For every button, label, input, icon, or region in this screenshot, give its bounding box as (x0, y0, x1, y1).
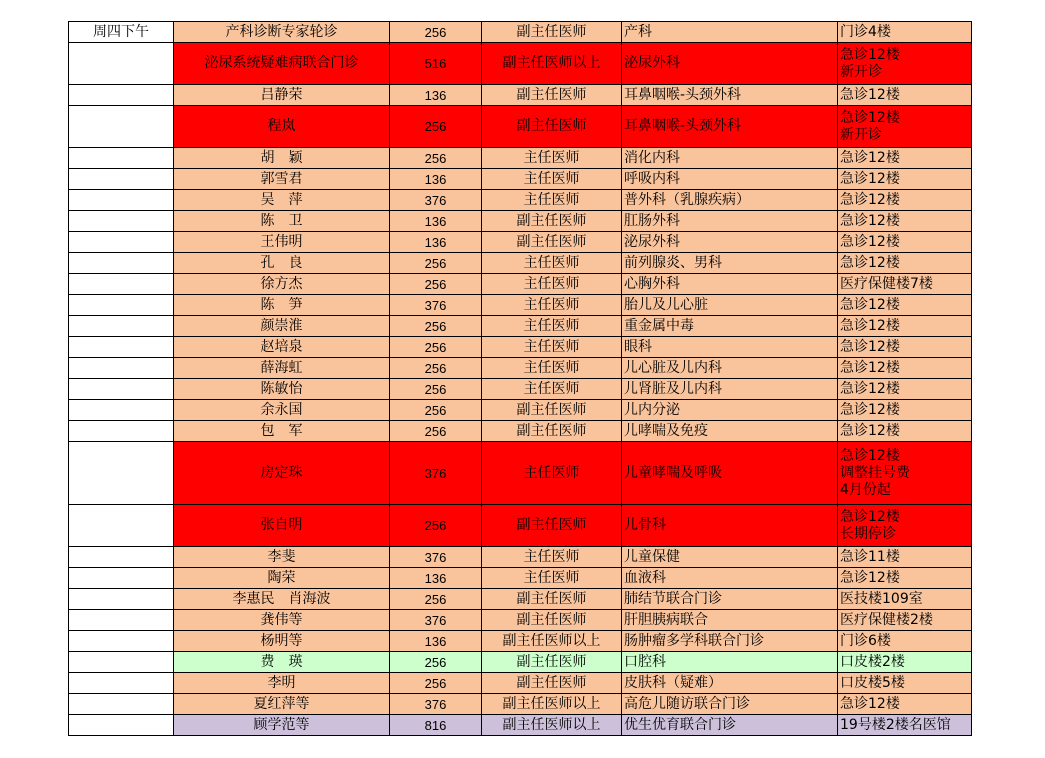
doctor-name-cell: 陈敏怡 (174, 379, 390, 400)
department-cell: 肠肿瘤多学科联合门诊 (622, 631, 838, 652)
location-line: 门诊4楼 (840, 23, 891, 40)
table-row (69, 211, 972, 232)
table-row (69, 715, 972, 736)
department-cell: 儿肾脏及儿内科 (622, 379, 838, 400)
day-cell (69, 358, 174, 379)
title-cell: 副主任医师 (482, 85, 622, 106)
location-cell (838, 568, 972, 589)
fee-cell: 376 (390, 610, 482, 631)
doctor-name-cell: 包 军 (174, 421, 390, 442)
table-row (69, 589, 972, 610)
day-cell (69, 337, 174, 358)
location-line: 急诊12楼 (840, 212, 900, 229)
table-row (69, 190, 972, 211)
title-cell: 副主任医师 (482, 421, 622, 442)
location-line: 调整挂号费 (840, 464, 910, 481)
title-cell: 主任医师 (482, 547, 622, 568)
fee-cell: 376 (390, 295, 482, 316)
fee-cell: 376 (390, 442, 482, 505)
table-row (69, 421, 972, 442)
fee-cell: 136 (390, 85, 482, 106)
fee-cell: 376 (390, 547, 482, 568)
table-row (69, 148, 972, 169)
location-cell (838, 421, 972, 442)
table-row (69, 106, 972, 148)
fee-cell: 816 (390, 715, 482, 736)
fee-cell: 136 (390, 631, 482, 652)
department-cell: 高危儿随访联合门诊 (622, 694, 838, 715)
department-cell: 肝胆胰病联合 (622, 610, 838, 631)
title-cell: 副主任医师以上 (482, 715, 622, 736)
location-line: 急诊12楼 (840, 508, 900, 525)
day-cell (69, 148, 174, 169)
fee-cell: 256 (390, 22, 482, 43)
title-cell: 主任医师 (482, 442, 622, 505)
day-cell (69, 421, 174, 442)
location-cell (838, 253, 972, 274)
location-line: 急诊12楼 (840, 359, 900, 376)
location-line: 口皮楼2楼 (840, 653, 905, 670)
department-cell: 肛肠外科 (622, 211, 838, 232)
location-cell (838, 715, 972, 736)
location-cell (838, 400, 972, 421)
day-cell (69, 715, 174, 736)
location-line: 医疗保健楼7楼 (840, 275, 933, 292)
location-line: 急诊12楼 (840, 317, 900, 334)
day-cell (69, 652, 174, 673)
department-cell: 胎儿及儿心脏 (622, 295, 838, 316)
doctor-name-cell: 李惠民 肖海波 (174, 589, 390, 610)
doctor-name-cell: 郭雪君 (174, 169, 390, 190)
department-cell: 儿童哮喘及呼吸 (622, 442, 838, 505)
location-cell (838, 43, 972, 85)
title-cell: 副主任医师 (482, 610, 622, 631)
table-row (69, 652, 972, 673)
doctor-name-cell: 吴 萍 (174, 190, 390, 211)
doctor-name-cell: 陈 笋 (174, 295, 390, 316)
doctor-name-cell: 陶荣 (174, 568, 390, 589)
department-cell: 耳鼻咽喉-头颈外科 (622, 106, 838, 148)
department-cell: 口腔科 (622, 652, 838, 673)
table-row (69, 568, 972, 589)
department-cell: 泌尿外科 (622, 43, 838, 85)
department-cell: 皮肤科（疑难） (622, 673, 838, 694)
doctor-name-cell: 夏红萍等 (174, 694, 390, 715)
day-cell (69, 547, 174, 568)
location-line: 急诊12楼 (840, 569, 900, 586)
location-cell (838, 442, 972, 505)
title-cell: 副主任医师以上 (482, 631, 622, 652)
department-cell: 肺结节联合门诊 (622, 589, 838, 610)
department-cell: 耳鼻咽喉-头颈外科 (622, 85, 838, 106)
fee-cell: 256 (390, 253, 482, 274)
department-cell: 儿心脏及儿内科 (622, 358, 838, 379)
location-line: 急诊12楼 (840, 170, 900, 187)
day-cell (69, 589, 174, 610)
location-line: 4月份起 (840, 481, 891, 498)
department-cell: 儿哮喘及免疫 (622, 421, 838, 442)
location-line: 医疗保健楼2楼 (840, 611, 933, 628)
title-cell: 副主任医师 (482, 652, 622, 673)
table-row (69, 694, 972, 715)
day-cell (69, 85, 174, 106)
day-cell (69, 169, 174, 190)
day-cell (69, 106, 174, 148)
location-cell (838, 85, 972, 106)
location-cell (838, 505, 972, 547)
doctor-name-cell: 余永国 (174, 400, 390, 421)
department-cell: 血液科 (622, 568, 838, 589)
fee-cell: 256 (390, 358, 482, 379)
doctor-name-cell: 孔 良 (174, 253, 390, 274)
table-row (69, 358, 972, 379)
title-cell: 主任医师 (482, 274, 622, 295)
doctor-name-cell: 费 瑛 (174, 652, 390, 673)
day-cell (69, 190, 174, 211)
doctor-name-cell: 龚伟等 (174, 610, 390, 631)
fee-cell: 256 (390, 316, 482, 337)
doctor-name-cell: 胡 颖 (174, 148, 390, 169)
department-cell: 消化内科 (622, 148, 838, 169)
department-cell: 眼科 (622, 337, 838, 358)
location-line: 急诊12楼 (840, 233, 900, 250)
doctor-name-cell: 产科诊断专家轮诊 (174, 22, 390, 43)
doctor-name-cell: 徐方杰 (174, 274, 390, 295)
table-row (69, 232, 972, 253)
title-cell: 主任医师 (482, 337, 622, 358)
doctor-name-cell: 房定珠 (174, 442, 390, 505)
location-cell (838, 379, 972, 400)
location-line: 急诊12楼 (840, 338, 900, 355)
title-cell: 主任医师 (482, 148, 622, 169)
department-cell: 优生优育联合门诊 (622, 715, 838, 736)
location-line: 医技楼109室 (840, 590, 923, 607)
location-cell (838, 190, 972, 211)
title-cell: 主任医师 (482, 190, 622, 211)
fee-cell: 136 (390, 211, 482, 232)
day-cell (69, 505, 174, 547)
location-line: 急诊12楼 (840, 422, 900, 439)
doctor-name-cell: 颜崇淮 (174, 316, 390, 337)
location-line: 急诊12楼 (840, 695, 900, 712)
table-row (69, 22, 972, 43)
doctor-name-cell: 程岚 (174, 106, 390, 148)
location-cell (838, 169, 972, 190)
table-row (69, 631, 972, 652)
department-cell: 心胸外科 (622, 274, 838, 295)
table-row (69, 274, 972, 295)
location-cell (838, 148, 972, 169)
clinic-schedule-table (68, 21, 972, 736)
location-line: 急诊12楼 (840, 86, 900, 103)
location-line: 新开诊 (840, 63, 882, 80)
location-line: 19号楼2楼名医馆 (840, 716, 951, 733)
title-cell: 主任医师 (482, 379, 622, 400)
schedule-body (69, 22, 972, 736)
fee-cell: 136 (390, 169, 482, 190)
day-cell (69, 442, 174, 505)
table-row (69, 169, 972, 190)
location-line: 急诊12楼 (840, 109, 900, 126)
department-cell: 呼吸内科 (622, 169, 838, 190)
doctor-name-cell: 吕静荣 (174, 85, 390, 106)
day-cell (69, 568, 174, 589)
doctor-name-cell: 泌尿系统疑难病联合门诊 (174, 43, 390, 85)
title-cell: 主任医师 (482, 358, 622, 379)
location-line: 急诊11楼 (840, 548, 900, 565)
location-cell (838, 694, 972, 715)
day-cell (69, 274, 174, 295)
table-row (69, 673, 972, 694)
day-cell (69, 400, 174, 421)
fee-cell: 376 (390, 694, 482, 715)
department-cell: 儿骨科 (622, 505, 838, 547)
doctor-name-cell: 王伟明 (174, 232, 390, 253)
day-cell (69, 379, 174, 400)
day-cell (69, 211, 174, 232)
location-line: 新开诊 (840, 126, 882, 143)
location-cell (838, 610, 972, 631)
fee-cell: 256 (390, 379, 482, 400)
fee-cell: 376 (390, 190, 482, 211)
day-cell (69, 316, 174, 337)
table-row (69, 337, 972, 358)
doctor-name-cell: 薛海虹 (174, 358, 390, 379)
fee-cell: 256 (390, 505, 482, 547)
location-cell (838, 337, 972, 358)
fee-cell: 136 (390, 568, 482, 589)
location-line: 急诊12楼 (840, 401, 900, 418)
location-cell (838, 631, 972, 652)
day-cell (69, 295, 174, 316)
day-cell (69, 232, 174, 253)
day-cell (69, 253, 174, 274)
department-cell: 儿童保健 (622, 547, 838, 568)
location-line: 口皮楼5楼 (840, 674, 905, 691)
title-cell: 副主任医师以上 (482, 694, 622, 715)
day-cell (69, 610, 174, 631)
fee-cell: 136 (390, 232, 482, 253)
location-cell (838, 274, 972, 295)
fee-cell: 516 (390, 43, 482, 85)
location-line: 长期停诊 (840, 525, 896, 542)
doctor-name-cell: 陈 卫 (174, 211, 390, 232)
day-cell (69, 631, 174, 652)
table-row (69, 400, 972, 421)
doctor-name-cell: 顾学范等 (174, 715, 390, 736)
department-cell: 普外科（乳腺疾病） (622, 190, 838, 211)
title-cell: 副主任医师 (482, 22, 622, 43)
title-cell: 主任医师 (482, 253, 622, 274)
day-cell (69, 43, 174, 85)
table-row (69, 379, 972, 400)
location-line: 急诊12楼 (840, 46, 900, 63)
title-cell: 副主任医师 (482, 589, 622, 610)
location-line: 急诊12楼 (840, 296, 900, 313)
location-cell (838, 673, 972, 694)
fee-cell: 256 (390, 673, 482, 694)
department-cell: 重金属中毒 (622, 316, 838, 337)
location-cell (838, 106, 972, 148)
table-row (69, 316, 972, 337)
title-cell: 副主任医师 (482, 400, 622, 421)
department-cell: 产科 (622, 22, 838, 43)
location-cell (838, 211, 972, 232)
fee-cell: 256 (390, 148, 482, 169)
table-row (69, 442, 972, 505)
doctor-name-cell: 李斐 (174, 547, 390, 568)
fee-cell: 256 (390, 106, 482, 148)
title-cell: 副主任医师 (482, 232, 622, 253)
doctor-name-cell: 张自明 (174, 505, 390, 547)
location-line: 急诊12楼 (840, 447, 900, 464)
table-row (69, 43, 972, 85)
title-cell: 副主任医师 (482, 211, 622, 232)
location-line: 门诊6楼 (840, 632, 891, 649)
table-row (69, 547, 972, 568)
title-cell: 副主任医师 (482, 673, 622, 694)
location-line: 急诊12楼 (840, 149, 900, 166)
location-cell (838, 358, 972, 379)
title-cell: 副主任医师 (482, 505, 622, 547)
title-cell: 主任医师 (482, 169, 622, 190)
location-cell (838, 22, 972, 43)
location-cell (838, 316, 972, 337)
day-cell (69, 673, 174, 694)
table-row (69, 253, 972, 274)
location-cell (838, 232, 972, 253)
department-cell: 前列腺炎、男科 (622, 253, 838, 274)
doctor-name-cell: 赵培泉 (174, 337, 390, 358)
location-line: 急诊12楼 (840, 254, 900, 271)
fee-cell: 256 (390, 274, 482, 295)
doctor-name-cell: 李明 (174, 673, 390, 694)
fee-cell: 256 (390, 400, 482, 421)
location-cell (838, 652, 972, 673)
table-row (69, 505, 972, 547)
location-cell (838, 295, 972, 316)
location-cell (838, 547, 972, 568)
title-cell: 主任医师 (482, 568, 622, 589)
title-cell: 主任医师 (482, 295, 622, 316)
fee-cell: 256 (390, 337, 482, 358)
department-cell: 儿内分泌 (622, 400, 838, 421)
day-cell (69, 694, 174, 715)
day-cell: 周四下午 (69, 22, 174, 43)
location-line: 急诊12楼 (840, 380, 900, 397)
fee-cell: 256 (390, 589, 482, 610)
location-line: 急诊12楼 (840, 191, 900, 208)
fee-cell: 256 (390, 652, 482, 673)
table-row (69, 85, 972, 106)
title-cell: 主任医师 (482, 316, 622, 337)
table-row (69, 610, 972, 631)
doctor-name-cell: 杨明等 (174, 631, 390, 652)
title-cell: 副主任医师 (482, 106, 622, 148)
fee-cell: 256 (390, 421, 482, 442)
table-row (69, 295, 972, 316)
location-cell (838, 589, 972, 610)
title-cell: 副主任医师以上 (482, 43, 622, 85)
department-cell: 泌尿外科 (622, 232, 838, 253)
